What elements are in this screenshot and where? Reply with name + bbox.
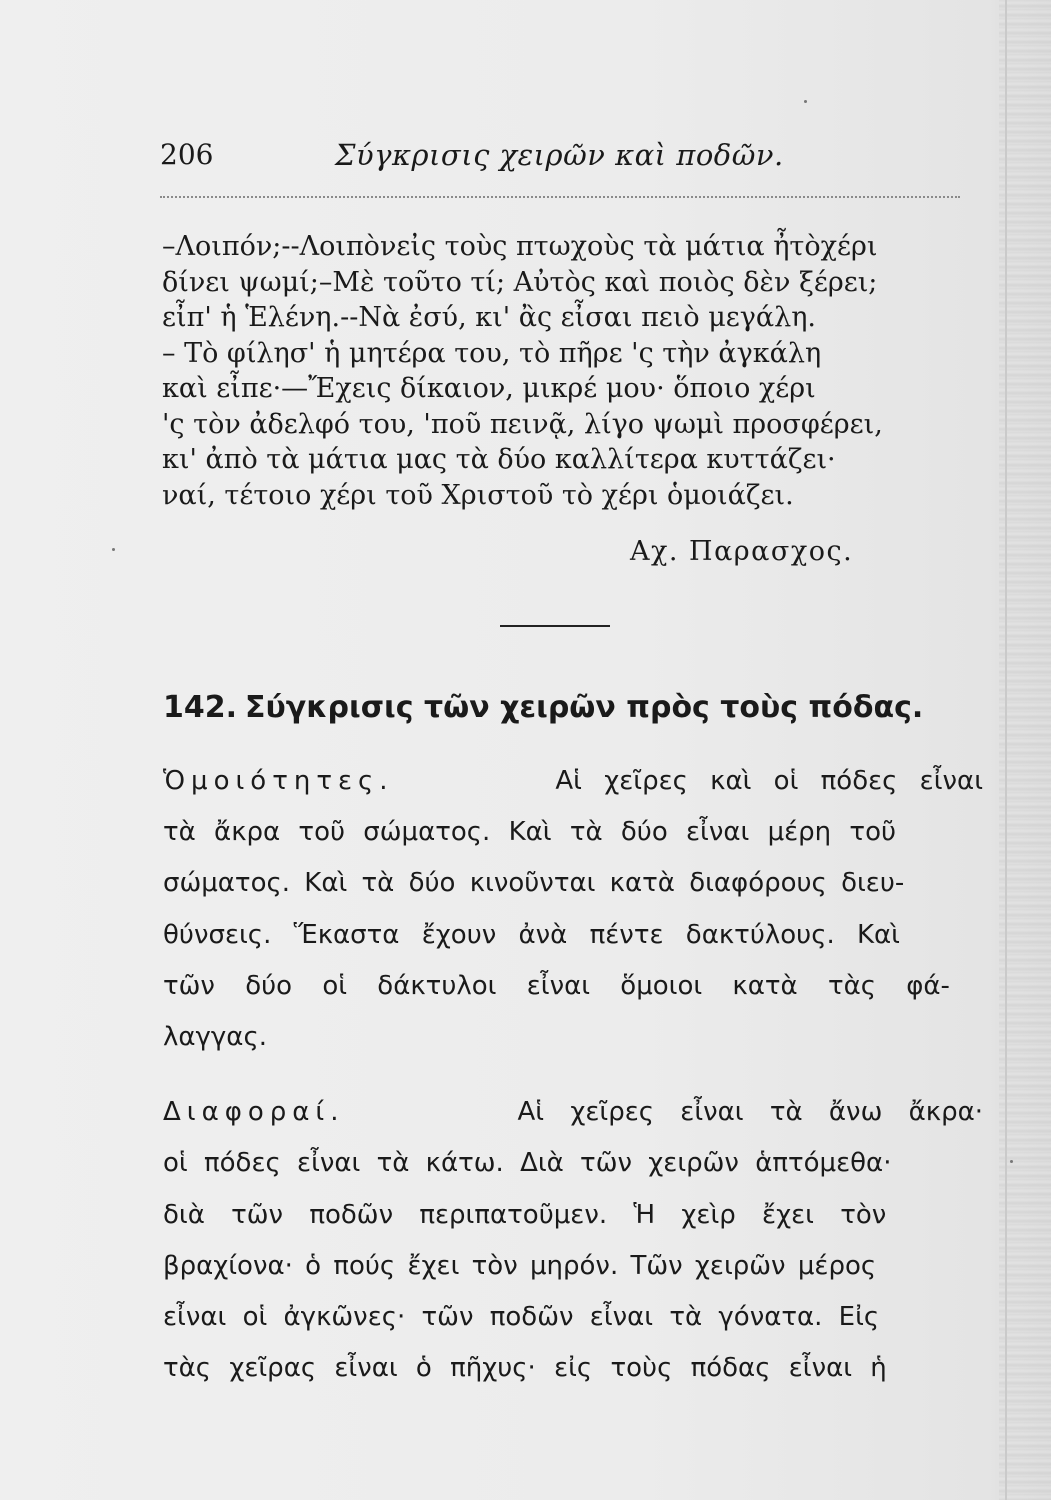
page-header [160, 138, 960, 184]
paragraph-line [163, 961, 983, 1012]
paragraph-line [163, 1012, 983, 1063]
paragraph-line-text: Αἱ χεῖρες καὶ οἱ πόδες εἶναι [555, 766, 983, 796]
section-heading [163, 690, 923, 725]
section-separator-rule [500, 625, 610, 627]
poem-line: – Τὸ φίλησ' ἡ μητέρα του, τὸ πῆρε 'ς τὴν ἀγκάλη [162, 337, 822, 369]
paragraph-line-text: λαγγας. [163, 1022, 267, 1053]
paragraph-line-text: βραχίονα· ὁ πούς ἔχει τὸν μηρόν. Τῶν χειρῶν μέρος [163, 1250, 877, 1281]
paragraph-line-text: τὰ ἄκρα τοῦ σώματος. Καὶ τὰ δύο εἶναι μέρη τοῦ [163, 817, 897, 848]
paragraph-line-text: τὰς χεῖρας εἶναι ὁ πῆχυς· εἰς τοὺς πόδας εἶναι ἡ [163, 1353, 887, 1384]
paragraph-first-line [163, 756, 983, 807]
paragraph-line-text: οἱ πόδες εἶναι τὰ κάτω. Διὰ τῶν χειρῶν ἁπτόμεθα· [163, 1148, 892, 1179]
paper-speck [804, 100, 807, 103]
paragraph-gap [163, 1063, 983, 1087]
paragraph-line [163, 858, 983, 909]
poem-line: δίνει ψωμί;–Μὲ τοῦτο τί; Αὐτὸς καὶ ποιὸς δὲν ξέρει; [162, 266, 878, 298]
paragraph-line [163, 910, 983, 961]
paper-speck [112, 548, 115, 551]
paragraph-first-line [163, 1087, 983, 1138]
paragraph-lead-similarities: Ὁμοιότητες. [163, 766, 394, 796]
paragraph-line-text: τῶν δύο οἱ δάκτυλοι εἶναι ὅμοιοι κατὰ τὰς φά- [163, 970, 950, 1001]
paragraph-line-text: σώματος. Καὶ τὰ δύο κινοῦνται κατὰ διαφόρους διευ- [163, 868, 905, 899]
paragraph-lead-differences: Διαφοραί. [163, 1097, 345, 1128]
poem-line: –Λοιπόν;--Λοιπὸνεἰς τοὺς πτωχοὺς τὰ μάτια ἦτὸχέρι [162, 231, 878, 262]
paper-speck [1010, 1160, 1013, 1163]
poem-line: ναί, τέτοιο χέρι τοῦ Χριστοῦ τὸ χέρι ὁμοιάζει. [162, 479, 794, 511]
running-title: Σύγκρισις χειρῶν καὶ ποδῶν. [335, 138, 784, 172]
section-title: Σύγκρισις τῶν χειρῶν πρὸς τοὺς πόδας. [245, 690, 924, 725]
page-binding-edge [999, 0, 1051, 1500]
paragraph-line-text: Αἱ χεῖρες εἶναι τὰ ἄνω ἄκρα· [517, 1097, 983, 1128]
poem-line: 'ς τὸν ἀδελφό του, 'ποῦ πεινᾷ, λίγο ψωμὶ προσφέρει, [162, 408, 883, 440]
paragraph-line-text: διὰ τῶν ποδῶν περιπατοῦμεν. Ἡ χεὶρ ἔχει τὸν [163, 1199, 887, 1230]
poem-line: καὶ εἶπε·—Ἔχεις δίκαιον, μικρέ μου· ὅποιο χέρι [162, 373, 816, 404]
header-rule [160, 196, 960, 198]
poem-line: κι' ἀπὸ τὰ μάτια μας τὰ δύο καλλίτερα κυττάζει· [162, 444, 836, 475]
poem-line: εἶπ' ἡ Ἑλένη.--Νὰ ἐσύ, κι' ἂς εἶσαι πειὸ μεγάλη. [162, 302, 816, 333]
poem-excerpt [162, 229, 962, 513]
paragraph-line [163, 807, 983, 858]
paragraph-line-text: εἶναι οἱ ἀγκῶνες· τῶν ποδῶν εἶναι τὰ γόνατα. Εἰς [163, 1302, 880, 1333]
page-number: 206 [160, 138, 214, 171]
paragraph-line [163, 1241, 983, 1292]
section-number: 142. [163, 690, 238, 725]
poem-author-signature: Αχ. Παρασχος. [630, 536, 854, 567]
paragraph-line [163, 1138, 983, 1189]
paragraph-line [163, 1292, 983, 1343]
section-body [163, 756, 983, 1394]
paragraph-line [163, 1190, 983, 1241]
paragraph-line-text: θύνσεις. Ἕκαστα ἔχουν ἀνὰ πέντε δακτύλους. Καὶ [163, 919, 900, 950]
paragraph-line [163, 1343, 983, 1394]
